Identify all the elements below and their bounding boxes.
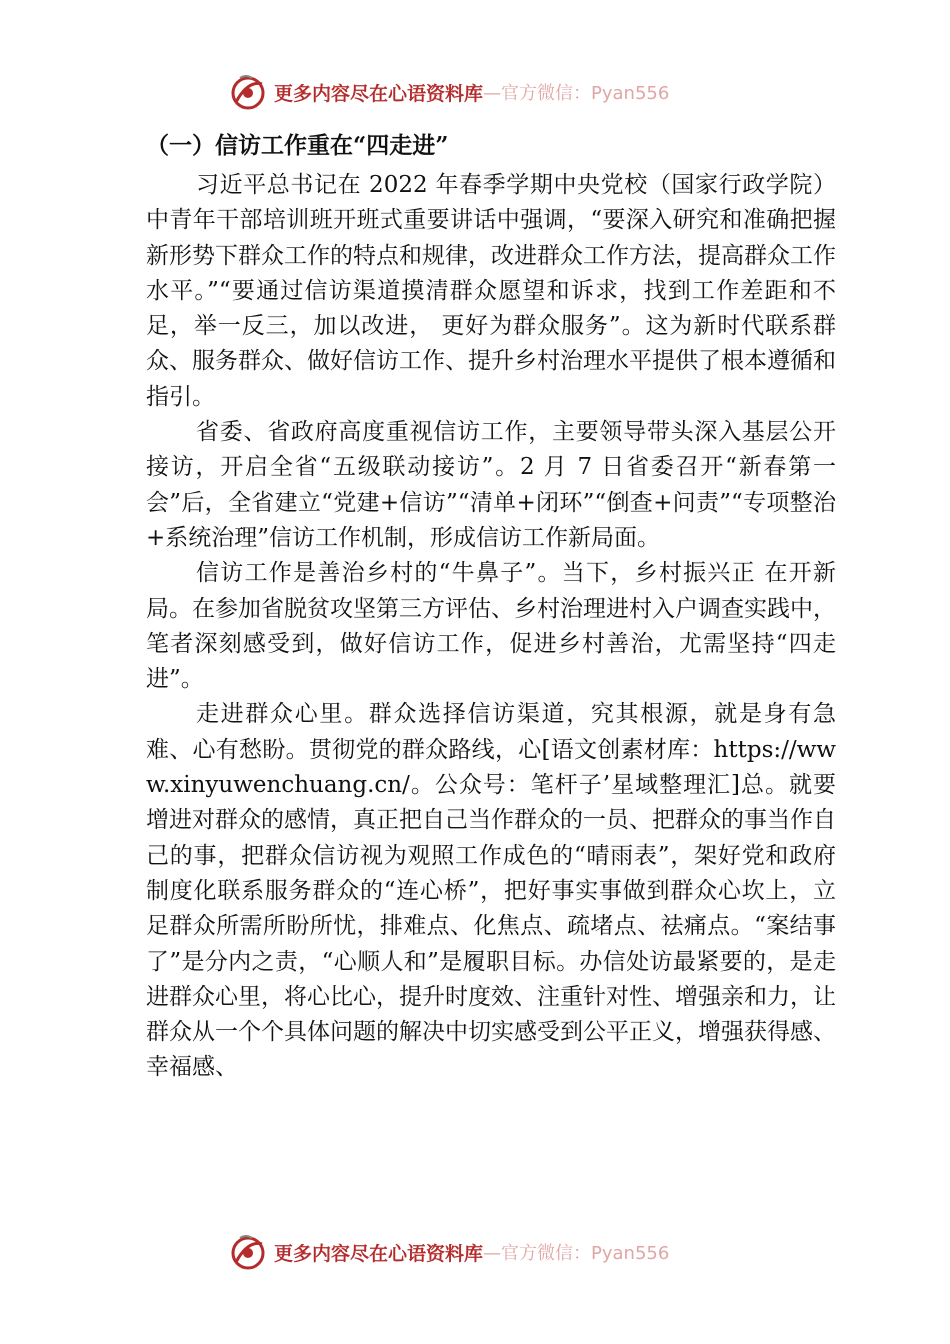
banner-wechat: —官方微信：Pyan556 xyxy=(483,1243,670,1264)
document-body xyxy=(146,128,836,1086)
brand-logo-icon xyxy=(228,72,268,112)
brand-logo-icon xyxy=(228,1232,268,1272)
banner-title: 更多内容尽在心语资料库 xyxy=(274,82,484,105)
banner-title: 更多内容尽在心语资料库 xyxy=(274,1242,484,1265)
banner-wechat: —官方微信：Pyan556 xyxy=(483,83,670,104)
paragraph: 信访工作是善治乡村的“牛鼻子”。当下，乡村振兴正 在开新局。在参加省脱贫攻坚第三方评估、乡村治理进村入户调查实践中，笔者深刻感受到，做好信访工作，促进乡村善治，尤需坚持“四走进”。 xyxy=(146,560,836,693)
paragraph: 省委、省政府高度重视信访工作，主要领导带头深入基层公开接访，开启全省“五级联动接访”。2 月 7 日省委召开“新春第一会”后，全省建立“党建+信访”“清单+闭环”“倒查+问责”“专项整治+系统治理”信访工作机制，形成信访工作新局面。 xyxy=(146,419,836,551)
footer-banner xyxy=(228,1230,748,1274)
paragraph: 走进群众心里。群众选择信访渠道，究其根源，就是身有急难、心有愁盼。贯彻党的群众路线，心[语文创素材库：https://www.xinyuwenchuang.cn/。公众号：笔杆子’星域整理汇]总。就要增进对群众的感情，真正把自己当作群众的一员、把群众的事当作自己的事，把群众信访视为观照工作成色的“晴雨表”，架好党和政府制度化联系服务群众的“连心桥”，把好事实事做到群众心坎上，立足群众所需所盼所忧，排难点、化焦点、疏堵点、祛痛点。“案结事了”是分内之责，“心顺人和”是履职目标。办信处访最紧要的，是走进群众心里，将心比心，提升时度效、注重针对性、增强亲和力，让群众从一个个具体问题的解决中切实感受到公平正义，增强获得感、幸福感、 xyxy=(146,701,836,1081)
section-heading: （一）信访工作重在“四走进” xyxy=(146,132,449,159)
paragraph: 习近平总书记在 2022 年春季学期中央党校（国家行政学院）中青年干部培训班开班式重要讲话中强调，“要深入研究和准确把握新形势下群众工作的特点和规律，改进群众工作方法，提高群众工作水平。”“要通过信访渠道摸清群众愿望和诉求，找到工作差距和不足，举一反三，加以改进， 更好为群众服务”。这为新时代联系群众、服务群众、做好信访工作、提升乡村治理水平提供了根本遵循和指引。 xyxy=(146,172,836,410)
header-banner xyxy=(228,70,748,114)
